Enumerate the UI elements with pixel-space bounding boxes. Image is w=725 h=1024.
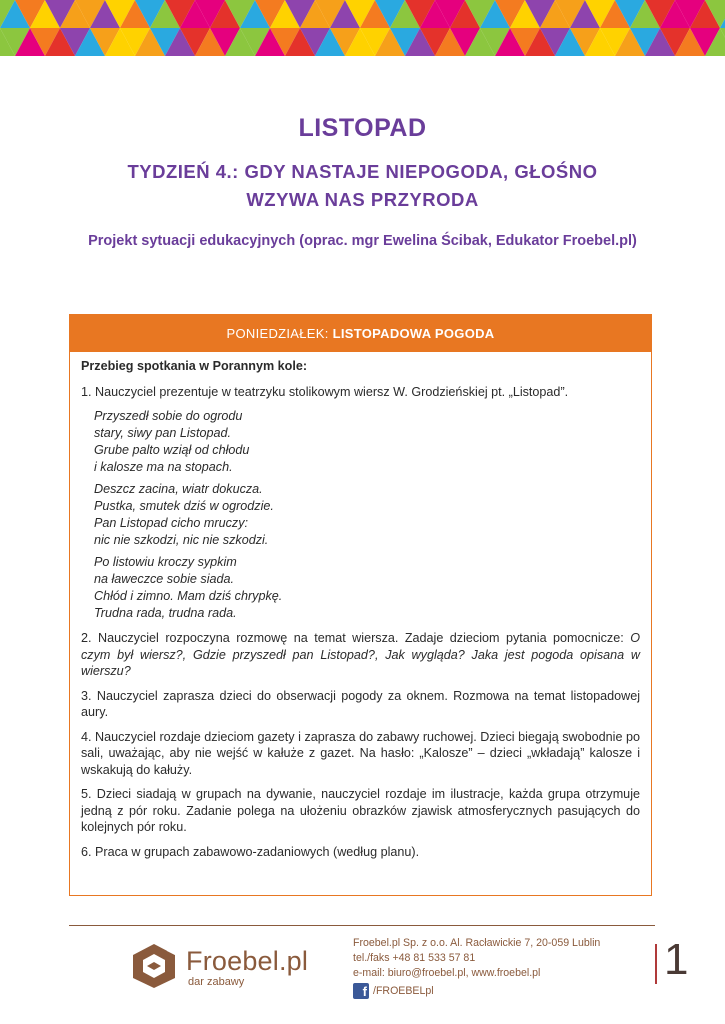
lesson-title: LISTOPADOWA POGODA (332, 326, 495, 341)
project-credit: Projekt sytuacji edukacyjnych (oprac. mgr Ewelina Ścibak, Edukator Froebel.pl) (88, 233, 637, 249)
poem-stanza (94, 481, 640, 549)
poem-line: na ławeczce sobie siada. (94, 572, 235, 586)
company-address: Froebel.pl Sp. z o.o. Al. Racławickie 7, 20-059 Lublin (353, 937, 601, 949)
lesson-box-header (70, 315, 651, 352)
company-email[interactable]: e-mail: biuro@froebel.pl, www.froebel.pl (353, 967, 541, 979)
poem-line: stary, siwy pan Listopad. (94, 426, 231, 440)
facebook-icon[interactable]: f (353, 983, 369, 999)
facebook-handle[interactable]: /FROEBELpl (373, 984, 434, 997)
subtitle-line-1: TYDZIEŃ 4.: GDY NASTAJE NIEPOGODA, GŁOŚNO (127, 161, 598, 182)
step-6: 6. Praca w grupach zabawowo-zadaniowych (według planu). (81, 844, 420, 859)
poem-line: Deszcz zacina, wiatr dokucza. (94, 482, 263, 496)
lesson-box (69, 314, 652, 896)
poem-line: Pan Listopad cicho mruczy: (94, 516, 248, 530)
page-number: 1 (664, 935, 689, 984)
page-number-bar (655, 944, 657, 984)
day-label: PONIEDZIAŁEK: (226, 326, 329, 341)
decorative-triangle-banner (0, 0, 725, 60)
company-phone: tel./faks +48 81 533 57 81 (353, 952, 476, 964)
poem-line: Trudna rada, trudna rada. (94, 606, 237, 620)
step-5: 5. Dzieci siadają w grupach na dywanie, nauczyciel rozdaje im ilustracje, każda grupa otrzymuje jedną z pór roku. Zadanie polega na ułożeniu obrazków zjawisk atmosferycznych pasujących do kolejnych pór roku. (81, 787, 640, 834)
page-title: LISTOPAD (298, 114, 427, 142)
poem-line: Chłód i zimno. Mam dziś chrypkę. (94, 589, 283, 603)
footer-divider (69, 925, 655, 926)
logo-name: Froebel.pl (186, 946, 309, 976)
step-2 (81, 630, 640, 680)
poem-line: i kalosze ma na stopach. (94, 460, 233, 474)
poem-line: nic nie szkodzi, nic nie szkodzi. (94, 533, 269, 547)
lesson-heading: Przebieg spotkania w Porannym kole: (81, 359, 308, 373)
poem-line: Przyszedł sobie do ogrodu (94, 409, 243, 423)
poem-stanza (94, 408, 640, 476)
froebel-logo-icon (131, 942, 177, 990)
contact-info (353, 936, 600, 999)
step-2-questions: O czym był wiersz?, Gdzie przyszedł pan Listopad?, Jak wygląda? Jaka jest pogoda opisana w wierszu? (81, 631, 640, 678)
poem-stanza (94, 554, 640, 622)
step-3: 3. Nauczyciel zaprasza dzieci do obserwacji pogody za oknem. Rozmowa na temat listopadowej aury. (81, 688, 640, 719)
facebook-link[interactable] (353, 983, 600, 999)
subtitle-line-2: WZYWA NAS PRZYRODA (246, 189, 479, 210)
step-4: 4. Nauczyciel rozdaje dzieciom gazety i zaprasza do zabawy ruchowej. Dzieci biegają swobodnie po sali, uważając, aby nie wejść w kałuże z gazet. Na hasło: „Kalosze” – dzieci „wkładają” kalosze i wskakują do kałuży. (81, 729, 640, 777)
poem-line: Po listowiu kroczy sypkim (94, 555, 237, 569)
step-2-text: 2. Nauczyciel rozpoczyna rozmowę na temat wiersza. Zadaje dzieciom pytania pomocnicze: (81, 631, 624, 645)
step-1: 1. Nauczyciel prezentuje w teatrzyku stolikowym wiersz W. Grodzieńskiej pt. „Listopad”. (81, 384, 569, 399)
lesson-content (70, 352, 651, 860)
logo-tagline: dar zabawy (188, 976, 245, 988)
week-subtitle (0, 158, 725, 214)
poem-line: Grube palto wziął od chłodu (94, 443, 250, 457)
poem (94, 408, 640, 622)
poem-line: Pustka, smutek dziś w ogrodzie. (94, 499, 274, 513)
